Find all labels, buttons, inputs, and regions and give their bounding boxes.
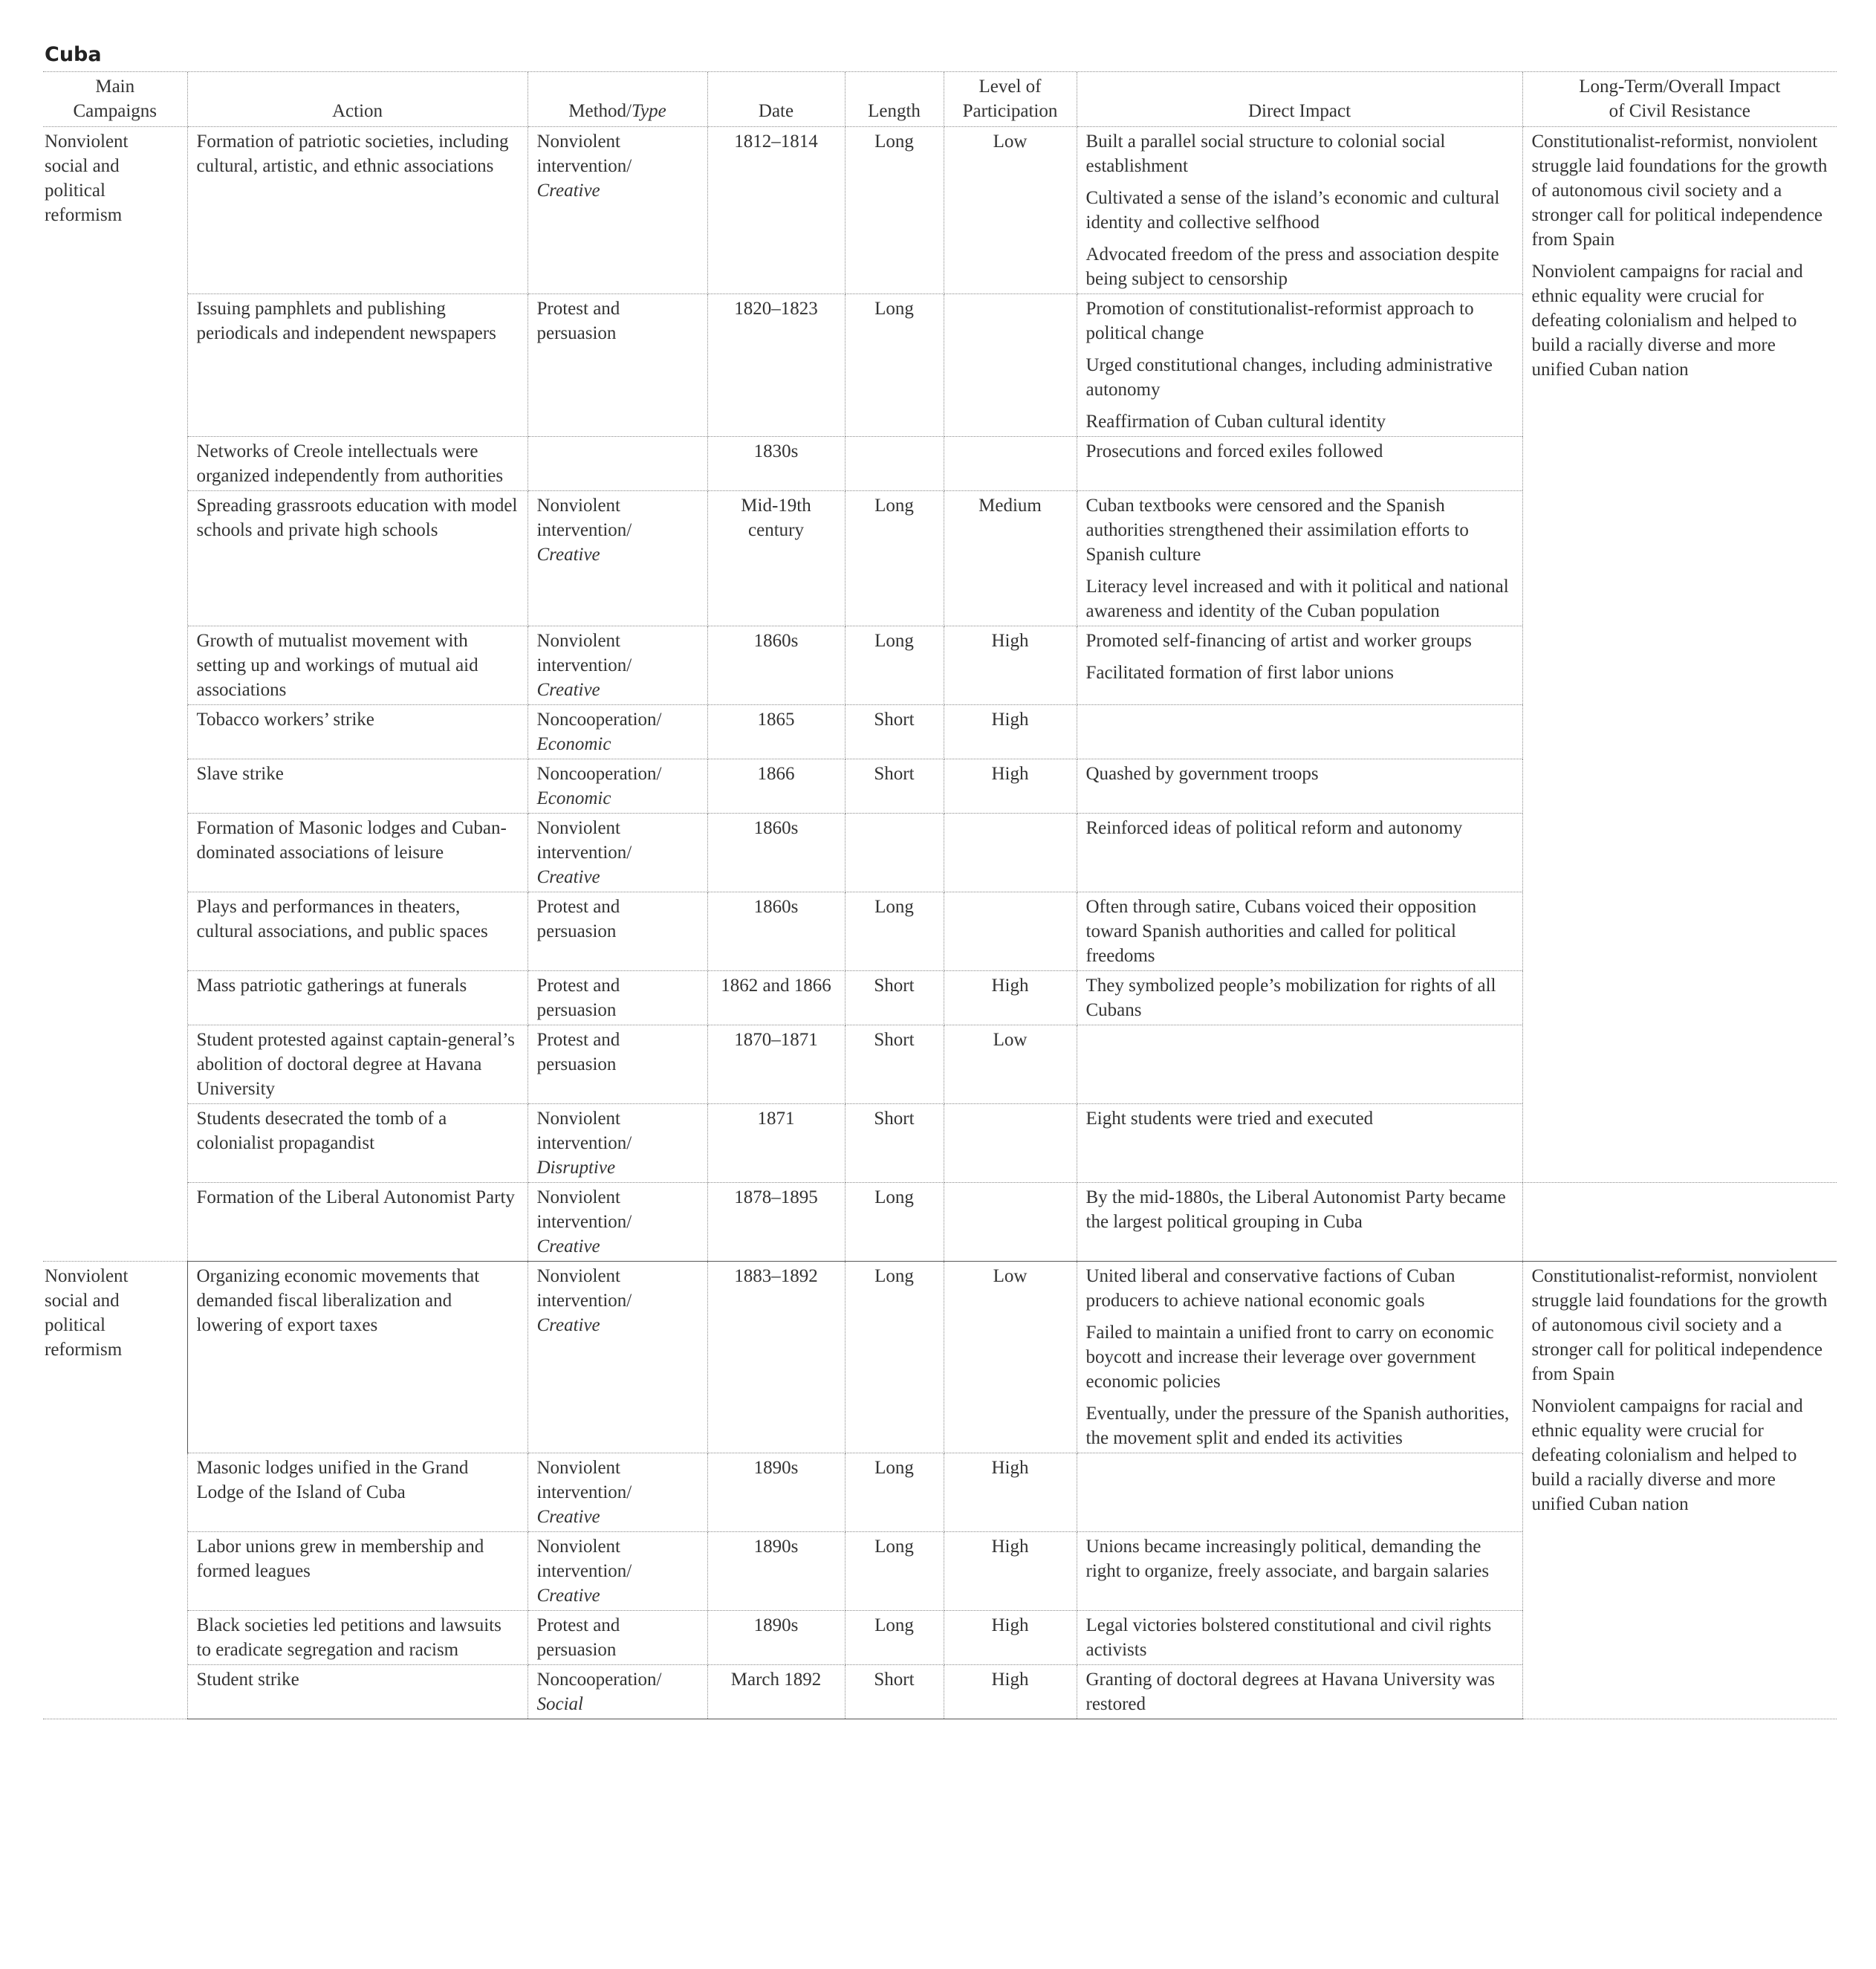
date-cell: 1812–1814 <box>707 127 845 294</box>
date-cell: 1860s <box>707 626 845 705</box>
action-cell: Growth of mutualist movement with setting up and workings of mutual aid associations <box>187 626 528 705</box>
table-row <box>43 1262 1837 1453</box>
method-type: Creative <box>536 1315 600 1335</box>
action-cell: Mass patriotic gatherings at funerals <box>187 971 528 1025</box>
participation-cell <box>944 1183 1077 1262</box>
length-cell <box>845 437 944 491</box>
method-type: Economic <box>536 734 611 754</box>
action-cell: Black societies led petitions and lawsuits to eradicate segregation and racism <box>187 1611 528 1665</box>
long-term-item: Constitutionalist-reformist, nonviolent struggle laid foundations for the growth of autonomous civil society and a stronger call for political independence from Spain <box>1531 1266 1828 1384</box>
date-cell: 1890s <box>707 1611 845 1665</box>
direct-impact-cell <box>1077 759 1522 814</box>
header-long-term-impact: Long-Term/Overall Impact of Civil Resistance <box>1522 72 1837 127</box>
impact-item: Advocated freedom of the press and association despite being subject to censorship <box>1085 244 1499 289</box>
impact-item: They symbolized people’s mobilization for rights of all Cubans <box>1085 976 1496 1020</box>
action-cell: Spreading grassroots education with model schools and private high schools <box>187 491 528 626</box>
date-cell: 1866 <box>707 759 845 814</box>
participation-cell: Low <box>944 1025 1077 1104</box>
participation-cell: High <box>944 1453 1077 1532</box>
impact-item: Literacy level increased and with it political and national awareness and identity of the Cuban population <box>1085 577 1509 621</box>
participation-cell: Medium <box>944 491 1077 626</box>
method-type: Creative <box>536 1507 600 1527</box>
direct-impact-cell <box>1077 127 1522 294</box>
direct-impact-cell <box>1077 814 1522 892</box>
method-cell <box>528 814 707 892</box>
method-cell <box>528 1183 707 1262</box>
impact-item: Urged constitutional changes, including administrative autonomy <box>1085 355 1493 400</box>
length-cell: Long <box>845 892 944 971</box>
participation-cell: Low <box>944 127 1077 294</box>
method-cell <box>528 1025 707 1104</box>
action-cell: Formation of the Liberal Autonomist Party <box>187 1183 528 1262</box>
impact-item: Built a parallel social structure to colonial social establishment <box>1085 132 1446 176</box>
method-text: Nonviolent intervention/ <box>536 496 632 540</box>
method-cell <box>528 971 707 1025</box>
action-cell: Formation of patriotic societies, including cultural, artistic, and ethnic associations <box>187 127 528 294</box>
action-cell: Tobacco workers’ strike <box>187 705 528 759</box>
action-cell: Masonic lodges unified in the Grand Lodge of the Island of Cuba <box>187 1453 528 1532</box>
method-type: Social <box>536 1694 583 1714</box>
method-cell <box>528 1665 707 1719</box>
method-cell <box>528 892 707 971</box>
resistance-table <box>43 72 1837 1719</box>
length-cell: Short <box>845 1665 944 1719</box>
header-date: Date <box>707 72 845 127</box>
date-cell: 1883–1892 <box>707 1262 845 1453</box>
date-cell: 1878–1895 <box>707 1183 845 1262</box>
header-length: Length <box>845 72 944 127</box>
participation-cell <box>944 294 1077 437</box>
direct-impact-cell <box>1077 1025 1522 1104</box>
method-type: Creative <box>536 181 600 201</box>
method-type: Creative <box>536 1586 600 1606</box>
date-cell: 1860s <box>707 892 845 971</box>
action-cell: Plays and performances in theaters, cultural associations, and public spaces <box>187 892 528 971</box>
long-term-impact-cell <box>1522 127 1837 1183</box>
length-cell: Short <box>845 971 944 1025</box>
method-cell <box>528 626 707 705</box>
date-cell: March 1892 <box>707 1665 845 1719</box>
action-cell: Student protested against captain-general’s abolition of doctoral degree at Havana University <box>187 1025 528 1104</box>
date-cell: 1860s <box>707 814 845 892</box>
long-term-impact-cell <box>1522 1262 1837 1719</box>
action-cell: Labor unions grew in membership and formed leagues <box>187 1532 528 1611</box>
campaign-cell: Nonviolent social and political reformism <box>43 127 187 1262</box>
participation-cell: High <box>944 971 1077 1025</box>
method-text: Protest and persuasion <box>536 1030 620 1074</box>
participation-cell: High <box>944 1532 1077 1611</box>
method-text: Nonviolent intervention/ <box>536 1187 632 1232</box>
method-cell <box>528 294 707 437</box>
header-method: Method/Type <box>528 72 707 127</box>
direct-impact-cell <box>1077 892 1522 971</box>
participation-cell: High <box>944 626 1077 705</box>
long-term-item: Nonviolent campaigns for racial and ethnic equality were crucial for defeating colonialism and helped to build a racially diverse and more unified Cuban nation <box>1531 1396 1803 1514</box>
method-text: Noncooperation/ <box>536 764 662 784</box>
direct-impact-cell <box>1077 1665 1522 1719</box>
participation-cell <box>944 892 1077 971</box>
impact-item: Facilitated formation of first labor unions <box>1085 663 1394 683</box>
impact-item: United liberal and conservative factions of Cuban producers to achieve national economic goals <box>1085 1266 1455 1311</box>
method-text: Protest and persuasion <box>536 1615 620 1660</box>
header-campaigns: Main Campaigns <box>43 72 187 127</box>
method-type: Creative <box>536 867 600 887</box>
method-type: Disruptive <box>536 1158 616 1178</box>
participation-cell <box>944 1104 1077 1183</box>
date-cell: 1820–1823 <box>707 294 845 437</box>
method-text: Protest and persuasion <box>536 299 620 343</box>
impact-item: Cuban textbooks were censored and the Spanish authorities strengthened their assimilation efforts to Spanish culture <box>1085 496 1469 565</box>
direct-impact-cell <box>1077 294 1522 437</box>
direct-impact-cell <box>1077 1262 1522 1453</box>
date-cell: 1862 and 1866 <box>707 971 845 1025</box>
header-direct-impact: Direct Impact <box>1077 72 1522 127</box>
impact-item: Granting of doctoral degrees at Havana University was restored <box>1085 1670 1496 1714</box>
participation-cell: High <box>944 1665 1077 1719</box>
method-type: Creative <box>536 680 600 700</box>
direct-impact-cell <box>1077 437 1522 491</box>
action-cell: Student strike <box>187 1665 528 1719</box>
header-participation: Level of Participation <box>944 72 1077 127</box>
method-cell <box>528 1611 707 1665</box>
length-cell: Short <box>845 1025 944 1104</box>
impact-item: Legal victories bolstered constitutional and civil rights activists <box>1085 1615 1492 1660</box>
document-page <box>43 39 1837 1719</box>
action-cell: Issuing pamphlets and publishing periodicals and independent newspapers <box>187 294 528 437</box>
campaign-cell: Nonviolent social and political reformism <box>43 1262 187 1719</box>
participation-cell: High <box>944 759 1077 814</box>
long-term-impact-empty <box>1522 1183 1837 1262</box>
impact-item: Cultivated a sense of the island’s economic and cultural identity and collective selfhood <box>1085 188 1500 233</box>
participation-cell: High <box>944 705 1077 759</box>
direct-impact-cell <box>1077 1532 1522 1611</box>
direct-impact-cell <box>1077 1104 1522 1183</box>
impact-item: Eight students were tried and executed <box>1085 1109 1374 1129</box>
impact-item: Failed to maintain a unified front to carry on economic boycott and increase their leverage over government economic policies <box>1085 1323 1494 1392</box>
method-text: Nonviolent intervention/ <box>536 1109 632 1153</box>
direct-impact-cell <box>1077 491 1522 626</box>
impact-item: By the mid-1880s, the Liberal Autonomist Party became the largest political grouping in Cuba <box>1085 1187 1506 1232</box>
impact-item: Promotion of constitutionalist-reformist approach to political change <box>1085 299 1474 343</box>
date-cell: 1871 <box>707 1104 845 1183</box>
header-action: Action <box>187 72 528 127</box>
table-body <box>43 127 1837 1719</box>
length-cell: Long <box>845 127 944 294</box>
method-text: Nonviolent intervention/ <box>536 631 632 675</box>
participation-cell <box>944 814 1077 892</box>
length-cell: Long <box>845 626 944 705</box>
direct-impact-cell <box>1077 705 1522 759</box>
method-cell <box>528 437 707 491</box>
method-text: Nonviolent intervention/ <box>536 818 632 863</box>
method-type: Creative <box>536 1236 600 1256</box>
impact-item: Reaffirmation of Cuban cultural identity <box>1085 412 1386 432</box>
method-cell <box>528 1532 707 1611</box>
table-row <box>43 1183 1837 1262</box>
method-cell <box>528 759 707 814</box>
participation-cell <box>944 437 1077 491</box>
long-term-item: Constitutionalist-reformist, nonviolent struggle laid foundations for the growth of autonomous civil society and a stronger call for political independence from Spain <box>1531 132 1828 250</box>
date-cell: Mid-19th century <box>707 491 845 626</box>
length-cell: Short <box>845 705 944 759</box>
method-type: Creative <box>536 545 600 565</box>
page-title: Cuba <box>43 39 1837 72</box>
method-cell <box>528 1262 707 1453</box>
action-cell: Formation of Masonic lodges and Cuban-dominated associations of leisure <box>187 814 528 892</box>
length-cell: Long <box>845 1611 944 1665</box>
length-cell: Long <box>845 491 944 626</box>
date-cell: 1890s <box>707 1453 845 1532</box>
direct-impact-cell <box>1077 1453 1522 1532</box>
length-cell: Short <box>845 759 944 814</box>
length-cell: Long <box>845 294 944 437</box>
impact-item: Reinforced ideas of political reform and autonomy <box>1085 818 1463 838</box>
method-text: Nonviolent intervention/ <box>536 1458 632 1502</box>
impact-item: Quashed by government troops <box>1085 764 1319 784</box>
participation-cell: Low <box>944 1262 1077 1453</box>
method-type: Economic <box>536 788 611 808</box>
impact-item: Eventually, under the pressure of the Spanish authorities, the movement split and ended its activities <box>1085 1404 1510 1448</box>
impact-item: Promoted self-financing of artist and worker groups <box>1085 631 1472 651</box>
length-cell <box>845 814 944 892</box>
table-row <box>43 127 1837 294</box>
method-text: Nonviolent intervention/ <box>536 1266 632 1311</box>
long-term-item: Nonviolent campaigns for racial and ethnic equality were crucial for defeating colonialism and helped to build a racially diverse and more unified Cuban nation <box>1531 262 1803 380</box>
method-text: Protest and persuasion <box>536 976 620 1020</box>
date-cell: 1890s <box>707 1532 845 1611</box>
direct-impact-cell <box>1077 1183 1522 1262</box>
date-cell: 1830s <box>707 437 845 491</box>
method-cell <box>528 127 707 294</box>
method-cell <box>528 491 707 626</box>
method-text: Noncooperation/ <box>536 1670 662 1690</box>
header-row <box>43 72 1837 127</box>
length-cell: Short <box>845 1104 944 1183</box>
length-cell: Long <box>845 1183 944 1262</box>
impact-item: Prosecutions and forced exiles followed <box>1085 441 1383 461</box>
direct-impact-cell <box>1077 971 1522 1025</box>
direct-impact-cell <box>1077 1611 1522 1665</box>
date-cell: 1870–1871 <box>707 1025 845 1104</box>
method-text: Noncooperation/ <box>536 710 662 730</box>
impact-item: Often through satire, Cubans voiced their opposition toward Spanish authorities and called for political freedoms <box>1085 897 1477 966</box>
action-cell: Networks of Creole intellectuals were organized independently from authorities <box>187 437 528 491</box>
date-cell: 1865 <box>707 705 845 759</box>
method-text: Nonviolent intervention/ <box>536 1537 632 1581</box>
length-cell: Long <box>845 1453 944 1532</box>
impact-item: Unions became increasingly political, demanding the right to organize, freely associate, and bargain salaries <box>1085 1537 1490 1581</box>
participation-cell: High <box>944 1611 1077 1665</box>
action-cell: Students desecrated the tomb of a colonialist propagandist <box>187 1104 528 1183</box>
method-cell <box>528 1104 707 1183</box>
method-text: Nonviolent intervention/ <box>536 132 632 176</box>
action-cell: Organizing economic movements that demanded fiscal liberalization and lowering of export taxes <box>187 1262 528 1453</box>
method-text: Protest and persuasion <box>536 897 620 941</box>
method-cell <box>528 1453 707 1532</box>
length-cell: Long <box>845 1532 944 1611</box>
direct-impact-cell <box>1077 626 1522 705</box>
method-cell <box>528 705 707 759</box>
action-cell: Slave strike <box>187 759 528 814</box>
length-cell: Long <box>845 1262 944 1453</box>
